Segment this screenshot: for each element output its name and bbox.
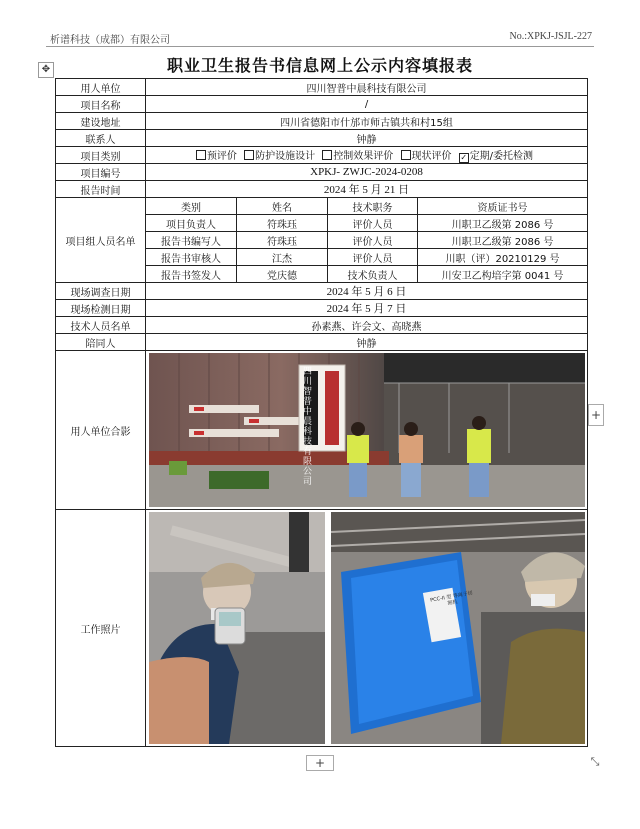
group-photo-cell	[146, 351, 588, 510]
checkbox-icon[interactable]	[322, 150, 332, 160]
category-label: 项目类别	[56, 147, 146, 164]
member-cert[interactable]: 川职卫乙级第 2086 号	[418, 215, 588, 232]
report-time-value[interactable]: 2024 年 5 月 21 日	[146, 181, 588, 198]
category-options	[146, 147, 588, 164]
category-option[interactable]	[459, 151, 533, 162]
address-value[interactable]: 四川省德阳市什邡市师古镇共和村15组	[146, 113, 588, 130]
category-option-label: 防护设施设计	[255, 151, 316, 162]
member-name[interactable]: 符珠珏	[237, 215, 328, 232]
member-name[interactable]: 符珠珏	[237, 232, 328, 249]
group-photo-label: 用人单位合影	[56, 351, 146, 510]
team-header-row	[56, 198, 588, 215]
category-option-label: 预评价	[206, 151, 237, 162]
row-test-date	[56, 300, 588, 317]
category-option[interactable]	[244, 151, 315, 162]
member-role: 报告书签发人	[146, 266, 237, 283]
member-role: 报告书编写人	[146, 232, 237, 249]
member-name[interactable]: 江杰	[237, 249, 328, 266]
address-label: 建设地址	[56, 113, 146, 130]
company-sign-text: 四川智普中晨科技有限公司	[302, 367, 312, 487]
category-option-label: 定期/委托检测	[469, 151, 534, 162]
row-project-name	[56, 96, 588, 113]
category-option-label: 控制效果评价	[333, 151, 394, 162]
row-escort	[56, 334, 588, 351]
test-date-value[interactable]: 2024 年 5 月 7 日	[146, 300, 588, 317]
disclosure-form-table	[55, 78, 588, 747]
member-title[interactable]: 评价人员	[328, 249, 418, 266]
header-divider	[46, 46, 594, 47]
project-name-value[interactable]: /	[146, 96, 588, 113]
member-cert[interactable]: 川安卫乙构培字第 0041 号	[418, 266, 588, 283]
checkbox-icon[interactable]	[244, 150, 254, 160]
row-address	[56, 113, 588, 130]
row-project-no	[56, 164, 588, 181]
member-name[interactable]: 党庆德	[237, 266, 328, 283]
member-cert[interactable]: 川职（评）20210129 号	[418, 249, 588, 266]
work-photo-right-image	[331, 512, 585, 744]
escort-label: 陪同人	[56, 334, 146, 351]
survey-date-value[interactable]: 2024 年 5 月 6 日	[146, 283, 588, 300]
checkbox-icon[interactable]	[401, 150, 411, 160]
page-title: 职业卫生报告书信息网上公示内容填报表	[166, 56, 473, 75]
contact-value[interactable]: 钟静	[146, 130, 588, 147]
member-title[interactable]: 评价人员	[328, 215, 418, 232]
member-title[interactable]: 评价人员	[328, 232, 418, 249]
project-no-label: 项目编号	[56, 164, 146, 181]
row-work-photo	[56, 510, 588, 747]
tech-staff-label: 技术人员名单	[56, 317, 146, 334]
report-time-label: 报告时间	[56, 181, 146, 198]
member-title[interactable]: 技术负责人	[328, 266, 418, 283]
add-column-button[interactable]: +	[588, 404, 604, 426]
member-role: 报告书审核人	[146, 249, 237, 266]
company-name: 析谱科技（成都）有限公司	[50, 35, 170, 46]
contact-label: 联系人	[56, 130, 146, 147]
add-row-button[interactable]: +	[306, 755, 334, 771]
escort-value[interactable]: 钟静	[146, 334, 588, 351]
work-photo-left[interactable]	[149, 512, 325, 744]
work-photo-cell	[146, 510, 588, 747]
category-option[interactable]	[322, 151, 393, 162]
work-photo-left-image	[149, 512, 325, 744]
work-photo-label: 工作照片	[56, 510, 146, 747]
checkbox-checked-icon[interactable]: ✓	[460, 153, 468, 162]
row-category	[56, 147, 588, 164]
category-option[interactable]	[401, 151, 452, 162]
team-header-title: 技术职务	[328, 198, 418, 215]
team-header-cert: 资质证书号	[418, 198, 588, 215]
group-photo[interactable]	[149, 353, 585, 507]
row-tech-staff	[56, 317, 588, 334]
member-cert[interactable]: 川职卫乙级第 2086 号	[418, 232, 588, 249]
document-number: No.:XPKJ-JSJL-227	[509, 31, 592, 42]
project-name-label: 项目名称	[56, 96, 146, 113]
tech-staff-value[interactable]: 孙素燕、许会文、高晓燕	[146, 317, 588, 334]
table-move-handle-icon[interactable]: ✥	[38, 62, 54, 78]
row-contact	[56, 130, 588, 147]
row-group-photo	[56, 351, 588, 510]
checkbox-icon[interactable]	[196, 150, 206, 160]
employer-label: 用人单位	[56, 79, 146, 96]
row-report-time	[56, 181, 588, 198]
team-label: 项目组人员名单	[56, 198, 146, 283]
row-employer	[56, 79, 588, 96]
member-role: 项目负责人	[146, 215, 237, 232]
project-no-value[interactable]: XPKJ- ZWJC-2024-0208	[146, 164, 588, 181]
work-photo-right[interactable]	[331, 512, 585, 744]
employer-value[interactable]: 四川智普中晨科技有限公司	[146, 79, 588, 96]
team-header-role: 类别	[146, 198, 237, 215]
resize-handle-icon[interactable]: ⤡	[590, 755, 600, 768]
device-label-text: PCC-II 型 等离子切割机	[429, 590, 473, 607]
category-option[interactable]	[196, 151, 237, 162]
row-survey-date	[56, 283, 588, 300]
survey-date-label: 现场调查日期	[56, 283, 146, 300]
team-header-name: 姓名	[237, 198, 328, 215]
group-photo-image	[149, 353, 585, 507]
category-option-label: 现状评价	[411, 151, 452, 162]
test-date-label: 现场检测日期	[56, 300, 146, 317]
work-photo-group	[148, 512, 585, 744]
